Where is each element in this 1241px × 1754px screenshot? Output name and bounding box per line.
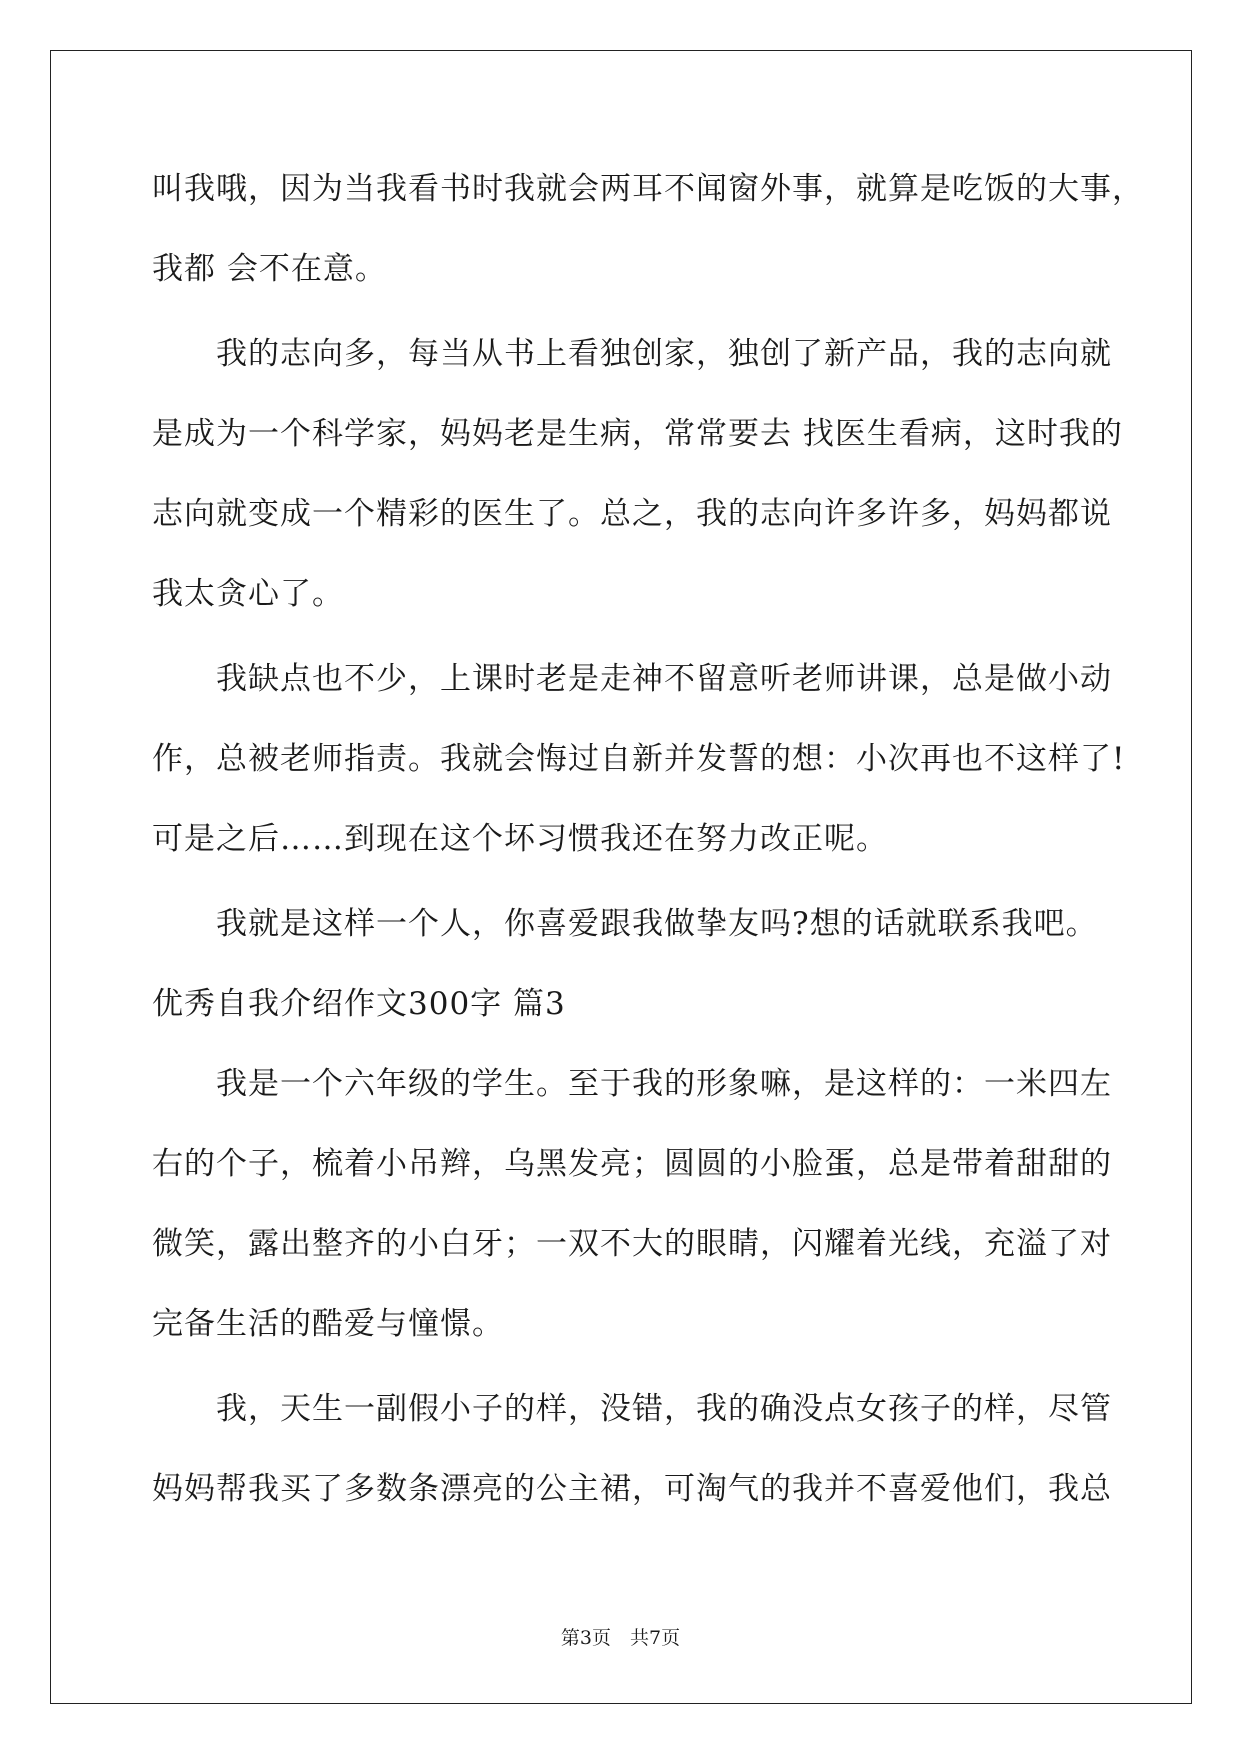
text-line: 我缺点也不少，上课时老是走神不留意听老师讲课，总是做小动 [152,661,1112,697]
text-line: 完备生活的酷爱与憧憬。 [152,1306,504,1342]
text-line: 右的个子，梳着小吊辫，乌黑发亮；圆圆的小脸蛋，总是带着甜甜的 [152,1146,1112,1182]
text-line: 我都 会不在意。 [152,251,387,287]
text-line: 可是之后……到现在这个坏习惯我还在努力改正呢。 [152,821,888,857]
text-line: 微笑，露出整齐的小白牙；一双不大的眼睛，闪耀着光线，充溢了对 [152,1226,1112,1262]
text-line: 我，天生一副假小子的样，没错，我的确没点女孩子的样，尽管 [152,1391,1112,1427]
text-line: 我的志向多，每当从书上看独创家，独创了新产品，我的志向就 [152,336,1112,372]
text-line: 叫我哦，因为当我看书时我就会两耳不闻窗外事，就算是吃饭的大事， [152,171,1144,207]
section-heading: 优秀自我介绍作文300字 篇3 [152,986,566,1022]
text-line: 我太贪心了。 [152,576,344,612]
text-line: 是成为一个科学家，妈妈老是生病，常常要去 找医生看病，这时我的 [152,416,1123,452]
text-line: 我是一个六年级的学生。至于我的形象嘛，是这样的：一米四左 [152,1066,1112,1102]
text-line: 我就是这样一个人，你喜爱跟我做挚友吗?想的话就联系我吧。 [152,906,1098,942]
text-line: 妈妈帮我买了多数条漂亮的公主裙，可淘气的我并不喜爱他们，我总 [152,1471,1112,1507]
page-number: 第3页 共7页 [560,1627,681,1649]
text-line: 作，总被老师指责。我就会悔过自新并发誓的想：小次再也不这样了! [152,741,1126,777]
text-line: 志向就变成一个精彩的医生了。总之，我的志向许多许多，妈妈都说 [152,496,1112,532]
page-border [50,50,1192,1704]
